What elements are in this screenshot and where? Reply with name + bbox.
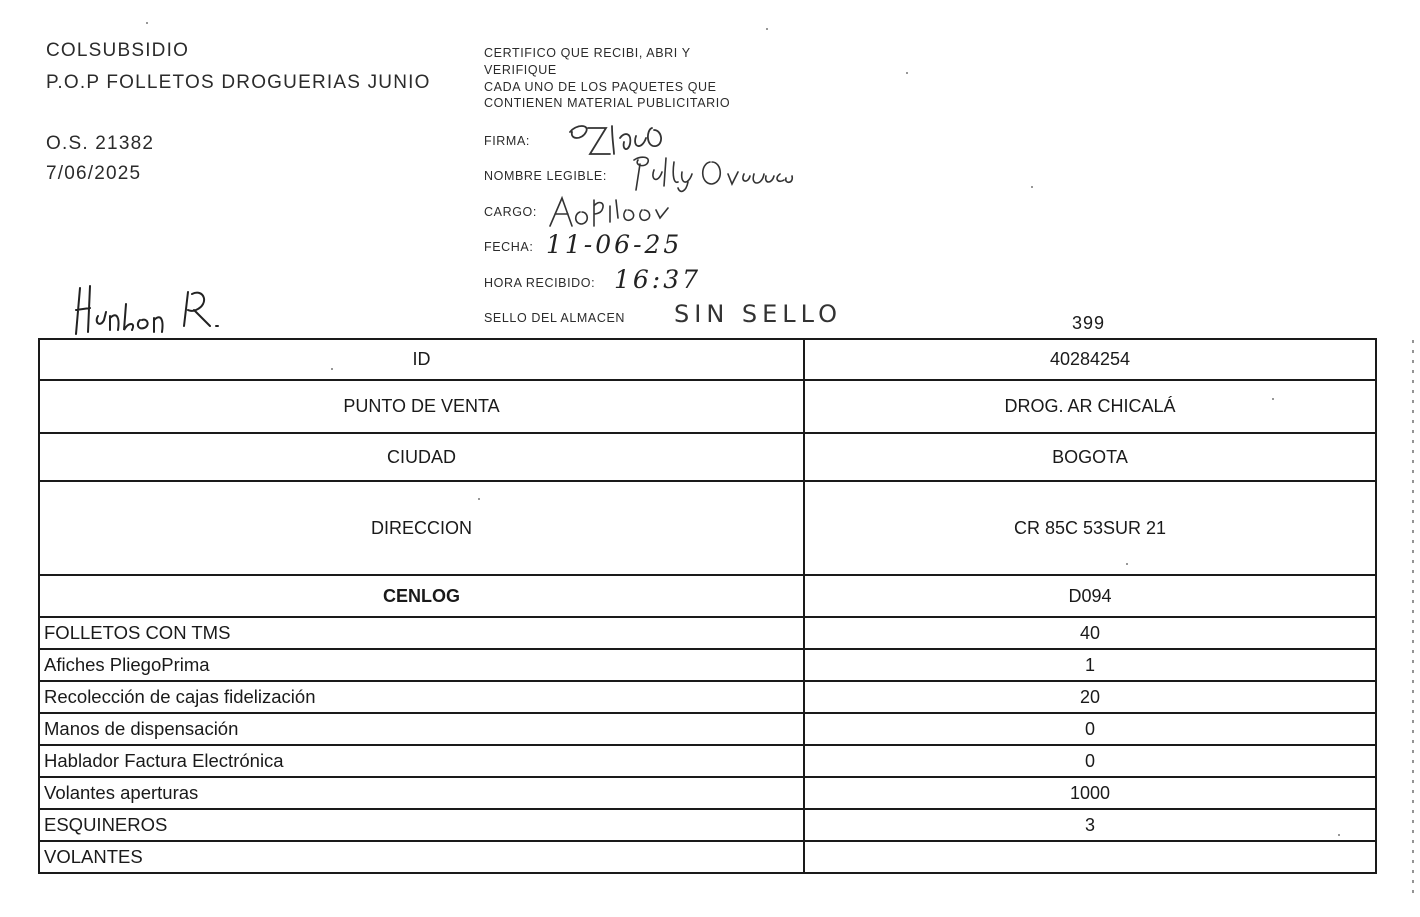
certification-text — [484, 45, 730, 112]
handwritten-date: 11-06-25 — [546, 230, 683, 259]
scan-speck — [146, 22, 148, 24]
item-quantity: 40 — [804, 617, 1376, 649]
warehouse-stamp-value: SIN SELLO — [674, 300, 843, 328]
item-quantity — [804, 841, 1376, 873]
certification-line: VERIFIQUE — [484, 62, 557, 77]
item-label: ESQUINEROS — [39, 809, 804, 841]
row-label: DIRECCION — [39, 481, 804, 575]
organization-name: COLSUBSIDIO — [46, 40, 190, 61]
row-label: PUNTO DE VENTA — [39, 380, 804, 433]
table-row-direccion — [39, 481, 1376, 575]
table-row-ciudad — [39, 433, 1376, 481]
row-value: D094 — [804, 575, 1376, 617]
item-quantity: 1 — [804, 649, 1376, 681]
handwritten-time: 16:37 — [614, 265, 702, 294]
scan-speck — [766, 28, 768, 30]
row-value: DROG. AR CHICALÁ — [804, 380, 1376, 433]
warehouse-stamp-label: SELLO DEL ALMACEN — [484, 311, 626, 325]
service-order-number: O.S. 21382 — [46, 133, 155, 154]
table-row-item — [39, 617, 1376, 649]
table-row-item — [39, 713, 1376, 745]
table-row-item — [39, 745, 1376, 777]
certification-line: CERTIFICO QUE RECIBI, ABRI Y — [484, 46, 691, 60]
table-row-item — [39, 681, 1376, 713]
scan-speck — [331, 368, 333, 370]
scan-speck — [478, 498, 480, 500]
item-label: Manos de dispensación — [39, 713, 804, 745]
handwritten-legible-name — [626, 152, 806, 196]
table-row-item — [39, 777, 1376, 809]
legible-name-label: NOMBRE LEGIBLE: — [484, 169, 607, 183]
row-label: CIUDAD — [39, 433, 804, 481]
row-value: 40284254 — [804, 339, 1376, 380]
signature-label: FIRMA: — [484, 134, 530, 148]
scan-speck — [1272, 398, 1274, 400]
row-value: BOGOTA — [804, 433, 1376, 481]
time-received-label: HORA RECIBIDO: — [484, 276, 596, 290]
item-label: Afiches PliegoPrima — [39, 649, 804, 681]
certification-line: CADA UNO DE LOS PAQUETES QUE — [484, 80, 717, 94]
scan-edge-marks — [1410, 340, 1416, 900]
table-row-item — [39, 841, 1376, 873]
item-label: Recolección de cajas fidelización — [39, 681, 804, 713]
handwritten-position — [546, 192, 686, 232]
row-value: CR 85C 53SUR 21 — [804, 481, 1376, 575]
row-label: CENLOG — [39, 575, 804, 617]
item-quantity: 0 — [804, 745, 1376, 777]
item-label: Volantes aperturas — [39, 777, 804, 809]
item-quantity: 1000 — [804, 777, 1376, 809]
scan-speck — [906, 72, 908, 74]
certification-line: CONTIENEN MATERIAL PUBLICITARIO — [484, 95, 731, 110]
marginal-number: 399 — [1072, 313, 1106, 333]
delivery-table — [38, 338, 1377, 874]
table-row-cenlog — [39, 575, 1376, 617]
position-label: CARGO: — [484, 205, 537, 219]
scan-speck — [1126, 563, 1128, 565]
scan-speck — [1338, 834, 1340, 836]
item-label: VOLANTES — [39, 841, 804, 873]
row-label: ID — [39, 339, 804, 380]
item-quantity: 3 — [804, 809, 1376, 841]
table-row-punto-de-venta — [39, 380, 1376, 433]
table-row-id — [39, 339, 1376, 380]
scan-speck — [1031, 186, 1033, 188]
date-label: FECHA: — [484, 240, 534, 254]
document-date: 7/06/2025 — [46, 163, 142, 184]
item-label: FOLLETOS CON TMS — [39, 617, 804, 649]
margin-signature — [70, 282, 230, 338]
table-row-item — [39, 649, 1376, 681]
table-row-item — [39, 809, 1376, 841]
item-quantity: 20 — [804, 681, 1376, 713]
item-label: Hablador Factura Electrónica — [39, 745, 804, 777]
document-title: P.O.P FOLLETOS DROGUERIAS JUNIO — [46, 72, 431, 93]
item-quantity: 0 — [804, 713, 1376, 745]
